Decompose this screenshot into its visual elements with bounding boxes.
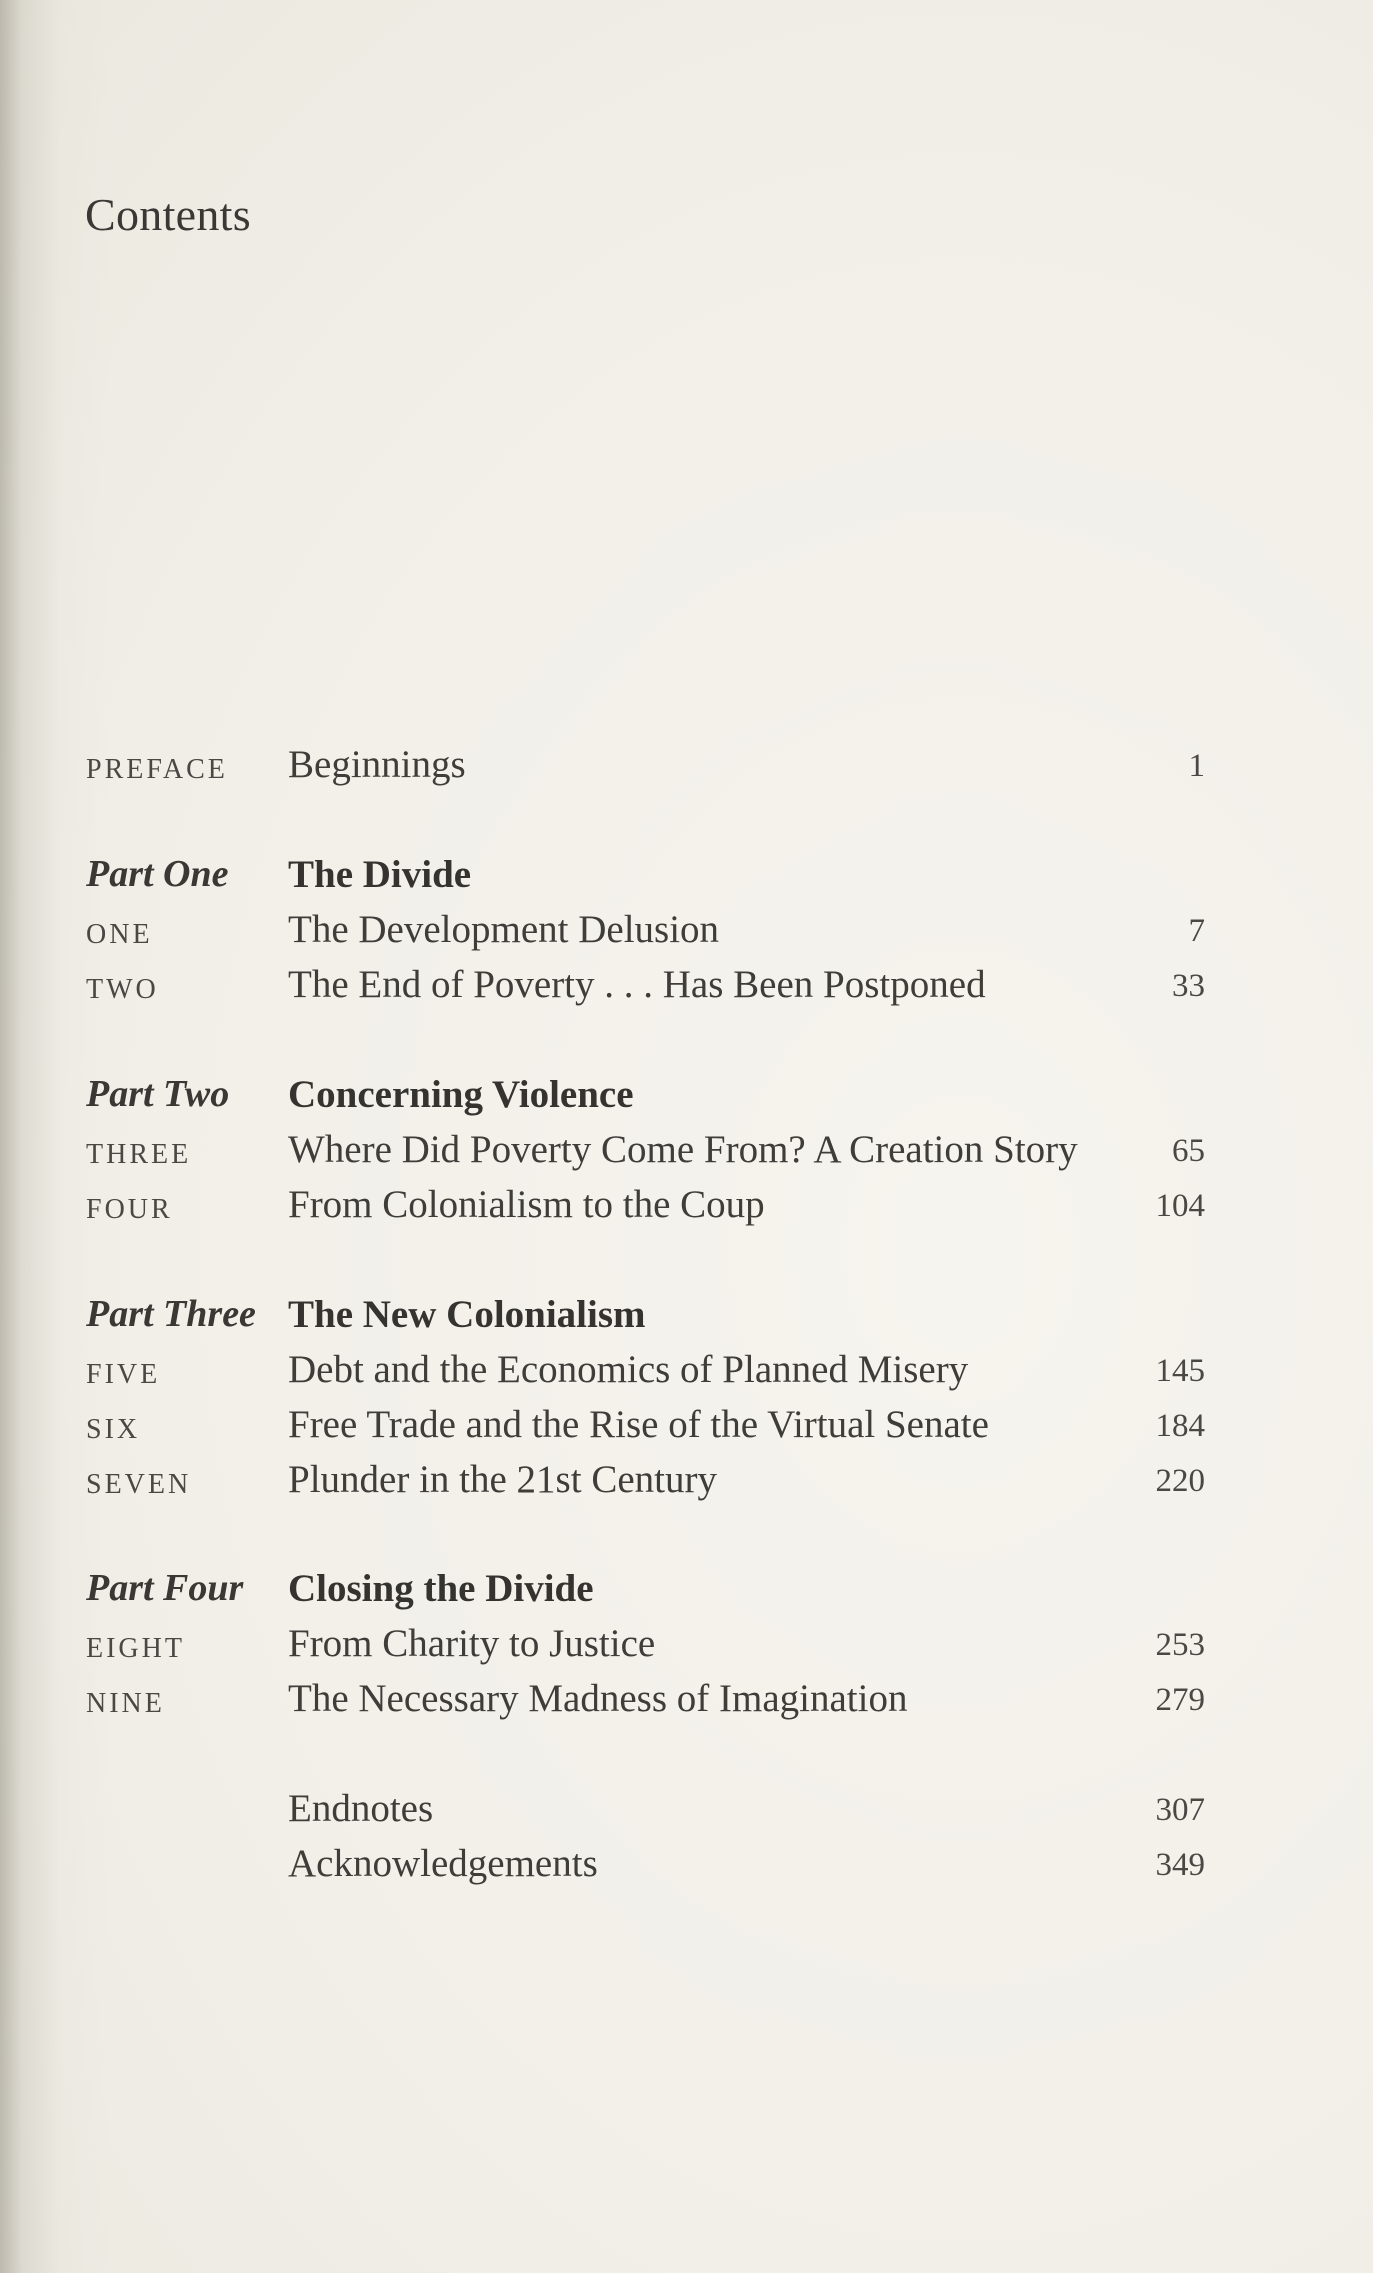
toc-row-preface	[0, 742, 1373, 790]
toc-part-title: Closing the Divide	[288, 1567, 594, 1610]
toc-entry-title: Debt and the Economics of Planned Misery	[288, 1348, 969, 1391]
toc-label: NINE	[86, 1688, 165, 1719]
toc-part-title: The New Colonialism	[288, 1293, 646, 1336]
toc-part-title: Concerning Violence	[288, 1073, 634, 1116]
toc-page-number: 104	[1155, 1188, 1205, 1224]
toc-entry-title: From Colonialism to the Coup	[288, 1183, 765, 1226]
toc-label: PREFACE	[86, 754, 228, 785]
toc-part-label: Part Four	[86, 1567, 244, 1609]
toc-label: TWO	[86, 974, 159, 1005]
toc-page-number: 33	[1172, 968, 1205, 1004]
toc-entry-title: Acknowledgements	[288, 1842, 598, 1885]
toc-part-label: Part Three	[86, 1293, 256, 1335]
toc-page-number: 253	[1155, 1627, 1205, 1663]
toc-part-heading	[0, 1292, 1373, 1340]
toc-part-heading	[0, 852, 1373, 900]
toc-page-number: 307	[1155, 1792, 1205, 1828]
toc-row-chapter	[0, 962, 1373, 1010]
toc-row-chapter	[0, 1347, 1373, 1395]
toc-page-number: 145	[1155, 1353, 1205, 1389]
toc-page-number: 279	[1155, 1682, 1205, 1718]
toc-part-title: The Divide	[288, 853, 472, 896]
toc-page-number: 349	[1155, 1847, 1205, 1883]
toc-row-back-matter	[0, 1841, 1373, 1889]
toc-entry-title: From Charity to Justice	[288, 1622, 656, 1665]
toc-row-chapter	[0, 907, 1373, 955]
toc-page-number: 7	[1188, 913, 1205, 949]
toc-label: FIVE	[86, 1359, 161, 1390]
toc-label: THREE	[86, 1139, 192, 1170]
toc-label: SIX	[86, 1414, 141, 1445]
toc-entry-title: The Necessary Madness of Imagination	[288, 1677, 908, 1720]
toc-row-chapter	[0, 1621, 1373, 1669]
toc-page-number: 184	[1155, 1408, 1205, 1444]
toc-entry-title: Endnotes	[288, 1787, 434, 1830]
toc-part-heading	[0, 1566, 1373, 1614]
toc-label: EIGHT	[86, 1633, 185, 1664]
toc-page-number: 1	[1188, 748, 1205, 784]
page-title: Contents	[85, 189, 251, 240]
toc-entry-title: Free Trade and the Rise of the Virtual Senate	[288, 1403, 989, 1446]
toc-label: ONE	[86, 919, 153, 950]
toc-label: SEVEN	[86, 1469, 192, 1500]
toc-row-chapter	[0, 1402, 1373, 1450]
toc-page-number: 220	[1155, 1463, 1205, 1499]
toc-entry-title: The Development Delusion	[288, 908, 720, 951]
toc-row-chapter	[0, 1676, 1373, 1724]
toc-entry-title: Beginnings	[288, 743, 466, 786]
toc-row-back-matter	[0, 1786, 1373, 1834]
toc-part-heading	[0, 1072, 1373, 1120]
toc-row-chapter	[0, 1127, 1373, 1175]
toc-row-chapter	[0, 1457, 1373, 1505]
toc-row-chapter	[0, 1182, 1373, 1230]
toc-page-number: 65	[1172, 1133, 1205, 1169]
toc-entry-title: Plunder in the 21st Century	[288, 1458, 717, 1501]
toc-part-label: Part Two	[86, 1073, 230, 1115]
toc-label: FOUR	[86, 1194, 173, 1225]
toc-entry-title: The End of Poverty . . . Has Been Postponed	[288, 963, 986, 1006]
toc-entry-title: Where Did Poverty Come From? A Creation Story	[288, 1128, 1078, 1171]
toc-part-label: Part One	[86, 853, 229, 895]
